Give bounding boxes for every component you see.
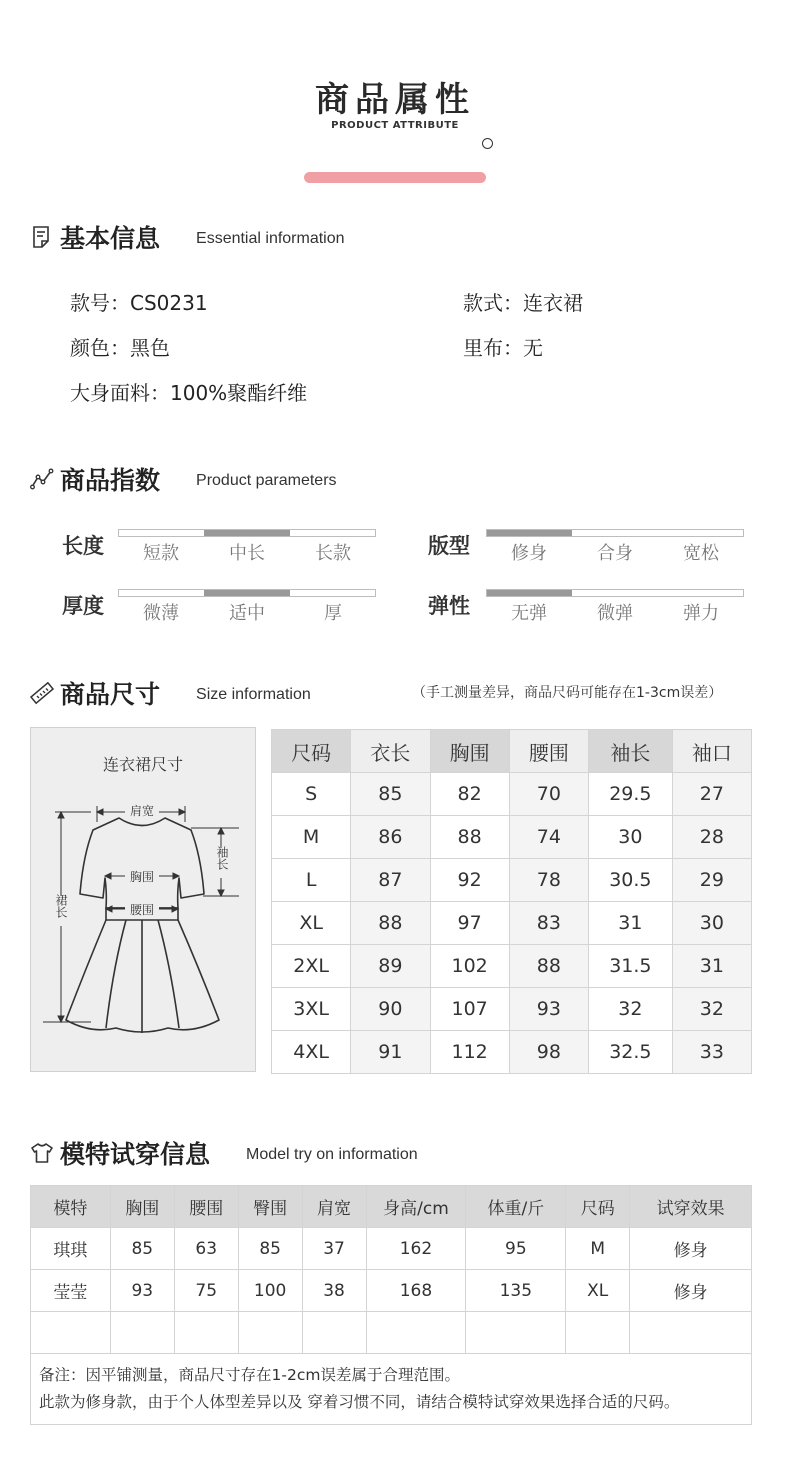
- params-title-en: Product parameters: [196, 472, 337, 489]
- size-col-header: 胸围: [430, 730, 509, 773]
- model-col-header: 模特: [31, 1186, 111, 1228]
- table-cell: 85: [110, 1228, 174, 1270]
- note-line-2: 此款为修身款，由于个人体型差异以及 穿着习惯不同，请结合模特试穿效果选择合适的尺码。: [39, 1393, 680, 1411]
- param-option: 无弹: [511, 603, 547, 624]
- table-cell: [466, 1312, 566, 1354]
- dress-diagram: [30, 727, 256, 1072]
- table-cell: 135: [466, 1270, 566, 1312]
- table-cell: [366, 1312, 466, 1354]
- param-fit-options: [486, 539, 744, 565]
- table-row: [272, 902, 752, 945]
- size-col-header: 袖长: [589, 730, 673, 773]
- size-col-header: 尺码: [272, 730, 351, 773]
- trend-line-icon: [30, 467, 54, 491]
- table-cell: 74: [509, 816, 588, 859]
- size-note: （手工测量差异，商品尺码可能存在1-3cm误差）: [412, 685, 723, 701]
- basic-info-title: 基本信息: [60, 224, 161, 253]
- info-style: 款式：连衣裙: [463, 291, 583, 315]
- size-col-header: 腰围: [509, 730, 588, 773]
- params-header: [30, 462, 337, 496]
- size-header: [30, 676, 311, 710]
- table-note-row: [31, 1354, 752, 1425]
- table-cell: [174, 1312, 238, 1354]
- table-cell: 91: [351, 1031, 430, 1074]
- param-fit-scale: [486, 529, 744, 537]
- table-cell: 93: [110, 1270, 174, 1312]
- basic-info-title-en: Essential information: [196, 230, 345, 247]
- document-icon: [30, 225, 54, 249]
- scale-segment: [658, 530, 743, 536]
- diagram-label-chest: 胸围: [129, 870, 155, 884]
- table-cell: 修身: [630, 1270, 752, 1312]
- table-cell: M: [566, 1228, 630, 1270]
- scale-segment: [572, 530, 657, 536]
- size-title: 商品尺寸: [60, 680, 161, 709]
- table-cell: 89: [351, 945, 430, 988]
- param-elasticity-scale: [486, 589, 744, 597]
- model-table: [30, 1185, 752, 1425]
- param-length-options: [118, 539, 376, 565]
- table-cell: 98: [509, 1031, 588, 1074]
- model-title: 模特试穿信息: [60, 1140, 211, 1169]
- scale-segment: [119, 590, 204, 596]
- scale-segment: [204, 530, 289, 536]
- ruler-icon: [30, 681, 54, 705]
- table-cell: 30: [589, 816, 673, 859]
- model-col-header: 试穿效果: [630, 1186, 752, 1228]
- table-cell: 162: [366, 1228, 466, 1270]
- table-cell: 63: [174, 1228, 238, 1270]
- info-color: 颜色：黑色: [70, 336, 170, 360]
- table-cell: 32.5: [589, 1031, 673, 1074]
- info-style-no: 款号：CS0231: [70, 291, 208, 315]
- dress-outline-icon: [31, 728, 257, 1073]
- table-cell: 3XL: [272, 988, 351, 1031]
- page-title-block: [0, 72, 790, 121]
- table-cell: 31: [672, 945, 751, 988]
- table-cell: 75: [174, 1270, 238, 1312]
- param-option: 厚: [324, 603, 342, 624]
- table-cell: 83: [509, 902, 588, 945]
- model-table-header: [31, 1186, 752, 1228]
- table-cell: 32: [589, 988, 673, 1031]
- table-cell: 90: [351, 988, 430, 1031]
- model-col-header: 肩宽: [302, 1186, 366, 1228]
- table-cell: 92: [430, 859, 509, 902]
- param-option: 适中: [229, 603, 265, 624]
- model-col-header: 尺码: [566, 1186, 630, 1228]
- table-cell: 琪琪: [31, 1228, 111, 1270]
- table-cell: L: [272, 859, 351, 902]
- basic-info-header: [30, 220, 345, 254]
- table-cell: 37: [302, 1228, 366, 1270]
- note-line-1: 备注：因平铺测量，商品尺寸存在1-2cm误差属于合理范围。: [39, 1366, 460, 1384]
- title-dot: [482, 138, 493, 149]
- table-cell: 38: [302, 1270, 366, 1312]
- scale-segment: [290, 590, 375, 596]
- table-cell: 88: [351, 902, 430, 945]
- table-cell: 33: [672, 1031, 751, 1074]
- table-cell: M: [272, 816, 351, 859]
- table-cell: [31, 1312, 111, 1354]
- param-option: 中长: [229, 543, 265, 564]
- table-row: [272, 859, 752, 902]
- size-col-header: 袖口: [672, 730, 751, 773]
- diagram-label-shoulder: 肩宽: [129, 804, 155, 818]
- diagram-title: 连衣裙尺寸: [102, 755, 183, 774]
- table-cell: [302, 1312, 366, 1354]
- table-cell: 88: [430, 816, 509, 859]
- table-cell: 29: [672, 859, 751, 902]
- table-row: [272, 773, 752, 816]
- param-option: 微弹: [597, 603, 633, 624]
- model-header: [30, 1136, 418, 1170]
- size-table: [271, 729, 752, 1074]
- model-col-header: 腰围: [174, 1186, 238, 1228]
- scale-segment: [119, 530, 204, 536]
- param-option: 短款: [143, 543, 179, 564]
- table-cell: 4XL: [272, 1031, 351, 1074]
- param-length-label: 长度: [62, 534, 104, 558]
- table-row: [272, 988, 752, 1031]
- table-row: [31, 1270, 752, 1312]
- table-cell: 168: [366, 1270, 466, 1312]
- title-underline: [304, 172, 486, 183]
- table-cell: S: [272, 773, 351, 816]
- model-title-en: Model try on information: [246, 1146, 418, 1163]
- scale-segment: [572, 590, 657, 596]
- param-option: 弹力: [683, 603, 719, 624]
- param-option: 微薄: [143, 603, 179, 624]
- table-cell: 29.5: [589, 773, 673, 816]
- param-option: 合身: [597, 543, 633, 564]
- table-cell: 107: [430, 988, 509, 1031]
- info-lining: 里布：无: [463, 336, 543, 360]
- table-cell: 97: [430, 902, 509, 945]
- table-cell: 31: [589, 902, 673, 945]
- table-cell: 2XL: [272, 945, 351, 988]
- table-row-empty: [31, 1312, 752, 1354]
- page-subtitle: PRODUCT ATTRIBUTE: [331, 120, 459, 131]
- table-cell: [110, 1312, 174, 1354]
- table-cell: 85: [238, 1228, 302, 1270]
- table-row: [31, 1228, 752, 1270]
- model-col-header: 胸围: [110, 1186, 174, 1228]
- table-cell: 87: [351, 859, 430, 902]
- param-fit-label: 版型: [428, 534, 470, 558]
- table-row: [272, 816, 752, 859]
- scale-segment: [487, 590, 572, 596]
- table-cell: 78: [509, 859, 588, 902]
- param-thickness-label: 厚度: [62, 594, 104, 618]
- table-cell: 31.5: [589, 945, 673, 988]
- info-fabric: 大身面料：100%聚酯纤维: [70, 381, 308, 405]
- table-row: [272, 1031, 752, 1074]
- table-cell: XL: [566, 1270, 630, 1312]
- table-cell: 70: [509, 773, 588, 816]
- scale-segment: [658, 590, 743, 596]
- param-thickness-options: [118, 599, 376, 625]
- params-title: 商品指数: [60, 466, 161, 495]
- model-col-header: 臀围: [238, 1186, 302, 1228]
- table-cell: 莹莹: [31, 1270, 111, 1312]
- table-cell: XL: [272, 902, 351, 945]
- table-note: [31, 1354, 752, 1425]
- param-length-scale: [118, 529, 376, 537]
- table-cell: 86: [351, 816, 430, 859]
- param-option: 长款: [315, 543, 351, 564]
- diagram-label-length: 裙长: [54, 894, 68, 918]
- scale-segment: [290, 530, 375, 536]
- table-cell: 93: [509, 988, 588, 1031]
- model-col-header: 体重/斤: [466, 1186, 566, 1228]
- diagram-label-sleeve: 袖长: [215, 846, 229, 870]
- table-cell: 102: [430, 945, 509, 988]
- table-row: [272, 945, 752, 988]
- size-title-en: Size information: [196, 686, 311, 703]
- param-thickness-scale: [118, 589, 376, 597]
- model-col-header: 身高/cm: [366, 1186, 466, 1228]
- table-cell: 32: [672, 988, 751, 1031]
- table-cell: 100: [238, 1270, 302, 1312]
- table-cell: [238, 1312, 302, 1354]
- param-elasticity-options: [486, 599, 744, 625]
- table-cell: 30: [672, 902, 751, 945]
- size-table-header: [272, 730, 752, 773]
- table-cell: 85: [351, 773, 430, 816]
- table-cell: 修身: [630, 1228, 752, 1270]
- param-elasticity-label: 弹性: [428, 594, 470, 618]
- table-cell: [566, 1312, 630, 1354]
- diagram-label-waist: 腰围: [129, 903, 155, 917]
- table-cell: 95: [466, 1228, 566, 1270]
- scale-segment: [204, 590, 289, 596]
- table-cell: 82: [430, 773, 509, 816]
- param-option: 修身: [511, 543, 547, 564]
- table-cell: 27: [672, 773, 751, 816]
- scale-segment: [487, 530, 572, 536]
- size-col-header: 衣长: [351, 730, 430, 773]
- table-cell: 112: [430, 1031, 509, 1074]
- param-option: 宽松: [683, 543, 719, 564]
- table-cell: [630, 1312, 752, 1354]
- shirt-icon: [30, 1141, 54, 1165]
- page-title: 商品属性: [315, 80, 475, 120]
- table-cell: 28: [672, 816, 751, 859]
- table-cell: 30.5: [589, 859, 673, 902]
- table-cell: 88: [509, 945, 588, 988]
